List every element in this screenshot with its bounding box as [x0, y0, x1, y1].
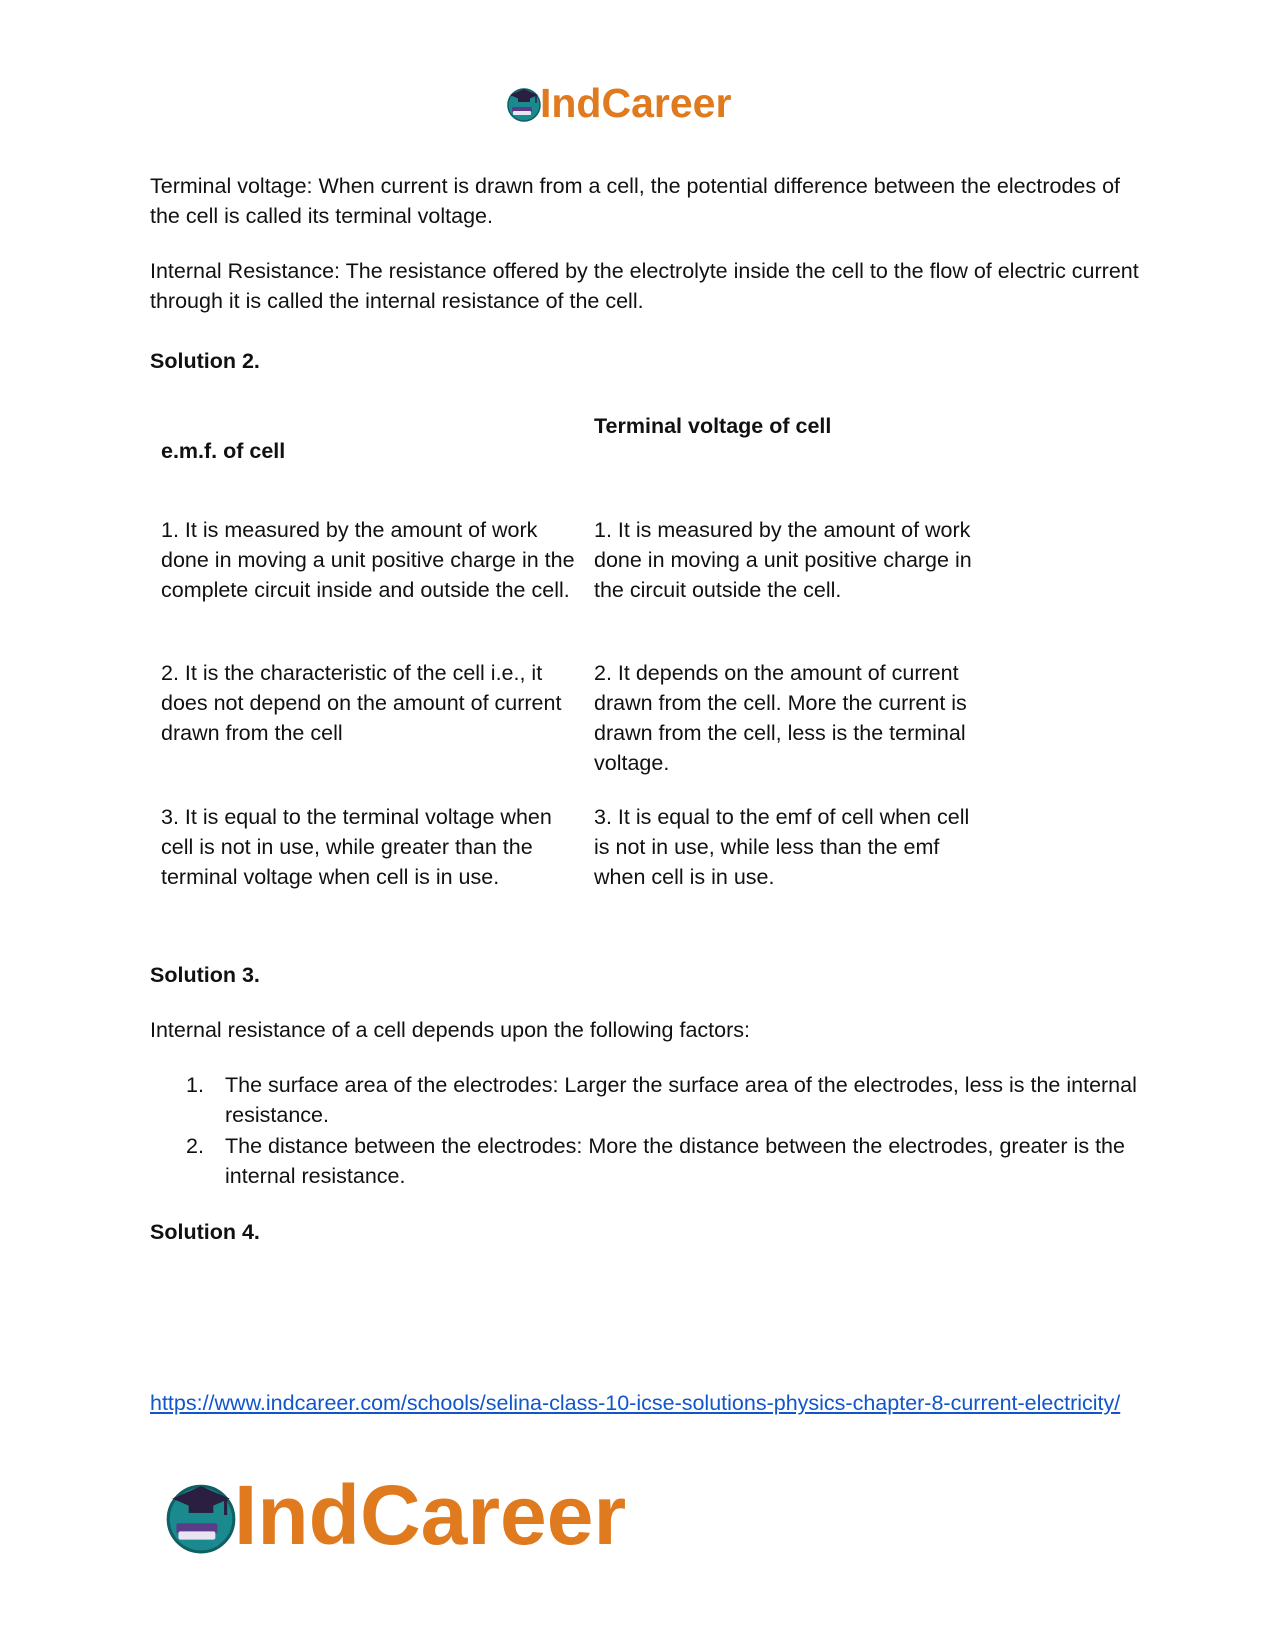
internal-resistance-definition: Internal Resistance: The resistance offered by the electrolyte inside the cell to the flow of electric current through it is called the internal resistance of the cell.	[150, 259, 1139, 313]
footer-logo	[160, 1470, 626, 1560]
table-cell-emf-1: 1. It is measured by the amount of work done in moving a unit positive charge in the complete circuit inside and outside the cell.	[161, 518, 575, 602]
logo-wordmark: IndCareer	[540, 79, 732, 126]
table-header-terminal-voltage: Terminal voltage of cell	[594, 414, 832, 438]
solution-2-heading: Solution 2.	[150, 349, 260, 373]
table-header-emf: e.m.f. of cell	[161, 439, 286, 463]
graduation-globe-icon	[504, 83, 544, 123]
table-cell-terminal-3: 3. It is equal to the emf of cell when cell is not in use, while less than the emf when cell is in use.	[594, 805, 970, 889]
list-item-number: 1.	[186, 1073, 204, 1097]
list-item-text: The surface area of the electrodes: Larger the surface area of the electrodes, less is the internal resistance.	[225, 1073, 1137, 1127]
table-cell-terminal-1: 1. It is measured by the amount of work done in moving a unit positive charge in the circuit outside the cell.	[594, 518, 972, 602]
header-logo	[504, 80, 731, 126]
table-cell-emf-3: 3. It is equal to the terminal voltage when cell is not in use, while greater than the terminal voltage when cell is in use.	[161, 805, 552, 889]
list-item-text: The distance between the electrodes: More the distance between the electrodes, greater is the internal resistance.	[225, 1134, 1125, 1188]
solution-4-heading: Solution 4.	[150, 1220, 260, 1244]
table-cell-emf-2: 2. It is the characteristic of the cell i.e., it does not depend on the amount of current drawn from the cell	[161, 661, 562, 745]
logo-wordmark: IndCareer	[234, 1468, 627, 1562]
source-link[interactable]: https://www.indcareer.com/schools/selina-class-10-icse-solutions-physics-chapter-8-current-electricity/	[150, 1391, 1121, 1415]
list-item-number: 2.	[186, 1134, 204, 1158]
terminal-voltage-definition: Terminal voltage: When current is drawn from a cell, the potential difference between the electrodes of the cell is called its terminal voltage.	[150, 174, 1121, 228]
table-cell-terminal-2: 2. It depends on the amount of current drawn from the cell. More the current is drawn from the cell, less is the terminal voltage.	[594, 661, 967, 775]
solution-3-heading: Solution 3.	[150, 963, 260, 987]
list-item	[186, 1070, 1146, 1130]
list-item	[186, 1131, 1146, 1191]
graduation-globe-icon	[160, 1474, 242, 1556]
solution-3-intro: Internal resistance of a cell depends upon the following factors:	[150, 1018, 750, 1042]
